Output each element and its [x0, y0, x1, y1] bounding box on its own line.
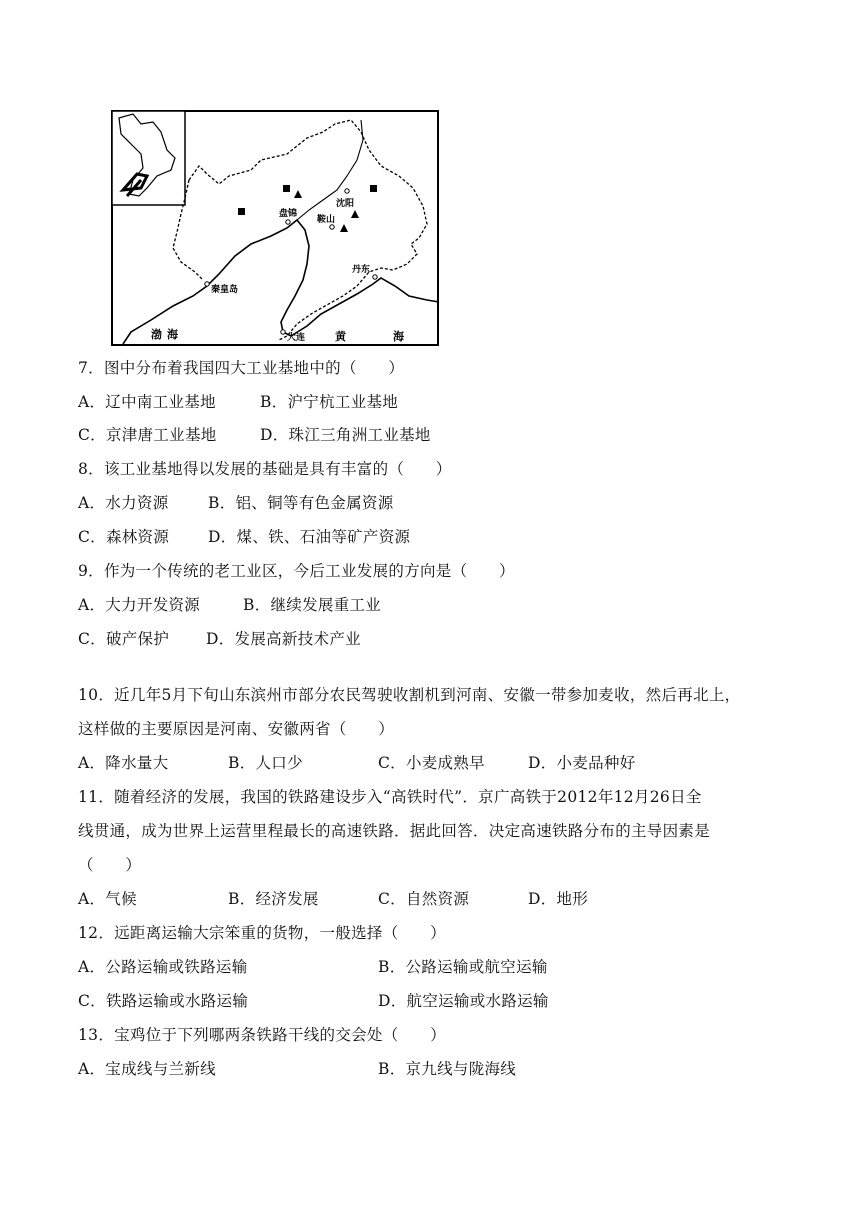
question-9-stem: 9．作为一个传统的老工业区，今后工业发展的方向是（ ）	[78, 562, 515, 580]
option-b: B．经济发展	[228, 890, 319, 908]
option-a: A．降水量大	[78, 754, 169, 772]
city-label-dalian: 大连	[287, 333, 306, 343]
option-b: B．铝、铜等有色金属资源	[208, 494, 394, 512]
option-b: B．京九线与陇海线	[378, 1060, 517, 1078]
question-8-stem: 8．该工业基地得以发展的基础是具有丰富的（ ）	[78, 460, 452, 478]
question-12-stem: 12．远距离运输大宗笨重的货物，一般选择（ ）	[78, 924, 446, 942]
option-b: B．继续发展重工业	[243, 596, 382, 614]
option-d: D．航空运输或水路运输	[378, 992, 549, 1010]
option-d: D．小麦品种好	[528, 754, 636, 772]
city-label-qinhuangdao: 秦皇岛	[211, 285, 239, 295]
option-a: A．大力开发资源	[78, 596, 201, 614]
question-11-stem-line2: 线贯通，成为世界上运营里程最长的高速铁路．据此回答．决定高速铁路分布的主导因素是	[78, 822, 711, 840]
question-13-stem: 13．宝鸡位于下列哪两条铁路干线的交会处（ ）	[78, 1026, 446, 1044]
city-label-shenyang: 沈阳	[336, 199, 355, 209]
question-10-stem-line1: 10．近几年5月下旬山东滨州市部分农民驾驶收割机到河南、安徽一带参加麦收，然后再北上，	[78, 686, 741, 704]
option-a: A．宝成线与兰新线	[78, 1060, 216, 1078]
option-a: A．气候	[78, 890, 137, 908]
option-b: B．沪宁杭工业基地	[260, 393, 399, 411]
option-c: C．破产保护	[78, 630, 170, 648]
inset-map	[112, 111, 185, 205]
question-11-stem-line3: （ ）	[78, 856, 142, 874]
question-10-stem-line2: 这样做的主要原因是河南、安徽两省（ ）	[78, 720, 395, 738]
option-c: C．自然资源	[378, 890, 470, 908]
city-label-anshan: 鞍山	[317, 215, 336, 225]
question-11-stem-line1: 11．随着经济的发展，我国的铁路建设步入“高铁时代”．京广高铁于2012年12月26日全	[78, 788, 702, 806]
option-c: C．森林资源	[78, 528, 170, 546]
option-b: B．公路运输或航空运输	[378, 958, 548, 976]
sea-label-bohai-1: 渤	[151, 328, 162, 341]
city-label-panjin: 盘锦	[279, 209, 298, 219]
option-d: D．煤、铁、石油等矿产资源	[208, 528, 411, 546]
city-label-dandong: 丹东	[352, 265, 371, 275]
option-d: D．发展高新技术产业	[206, 630, 361, 648]
liaoning-map	[111, 110, 439, 346]
option-a: A．公路运输或铁路运输	[78, 958, 248, 976]
sea-label-huanghai-1: 黄	[335, 330, 346, 343]
option-d: D．地形	[528, 890, 589, 908]
option-a: A．水力资源	[78, 494, 169, 512]
option-c: C．铁路运输或水路运输	[78, 992, 249, 1010]
option-c: C．京津唐工业基地	[78, 426, 217, 444]
sea-label-huanghai-2: 海	[393, 330, 404, 343]
question-7-stem: 7．图中分布着我国四大工业基地中的（ ）	[78, 359, 405, 377]
option-b: B．人口少	[228, 754, 303, 772]
option-c: C．小麦成熟早	[378, 754, 485, 772]
sea-label-bohai-2: 海	[167, 328, 178, 341]
option-d: D．珠江三角洲工业基地	[260, 426, 431, 444]
option-a: A．辽中南工业基地	[78, 393, 216, 411]
